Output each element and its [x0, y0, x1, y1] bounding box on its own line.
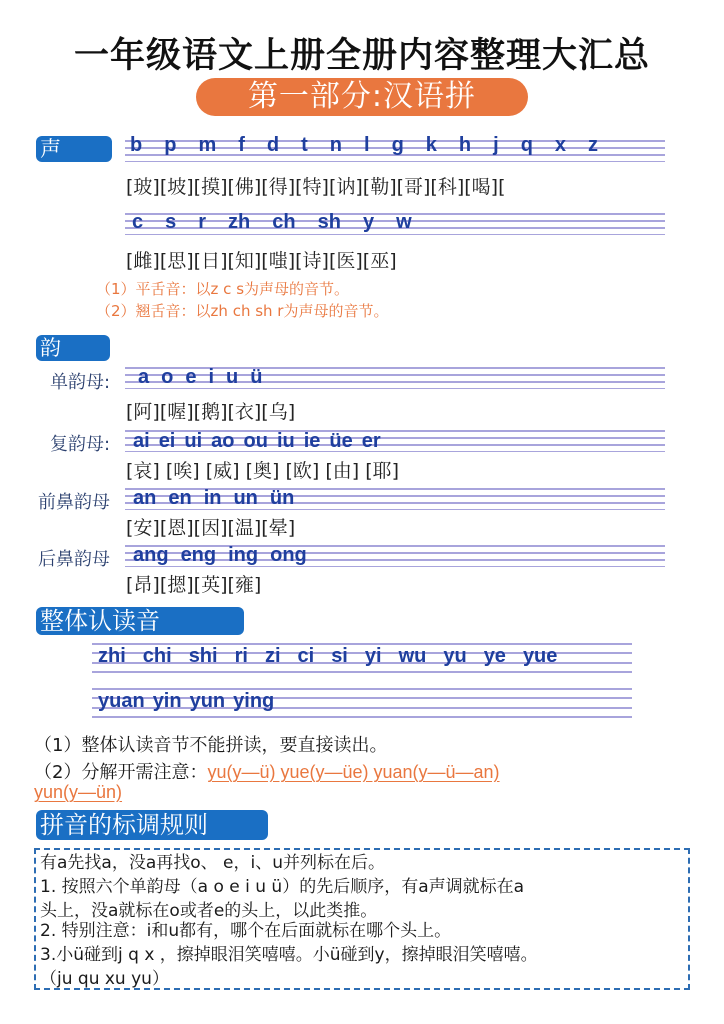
tone-rule-line: 3.小ü碰到j q x ，擦掉眼泪笑嘻嘻。小ü碰到y，擦掉眼泪笑嘻嘻。 [40, 945, 538, 965]
shengmu-note-1: （1）平舌音：以z c s为声母的音节。 [96, 280, 350, 298]
pinyin-token: zi [264, 645, 281, 667]
pinyin-token: l [364, 134, 370, 156]
pinyin-token: ci [297, 645, 315, 667]
pinyin-token: yuan [98, 690, 145, 712]
yunmu-single-pinyin [138, 366, 262, 389]
pinyin-token: yue [522, 645, 558, 667]
pinyin-token: ing [228, 544, 259, 566]
pinyin-token: ch [272, 211, 296, 233]
pinyin-token: ong [270, 544, 307, 566]
shengmu-row1-chars: [玻][坡][摸][佛][得][特][讷][勒][哥][科][喝][ [126, 176, 506, 198]
yunmu-label-front-nasal: 前鼻韵母 [38, 492, 110, 513]
pinyin-token: g [391, 134, 404, 156]
pinyin-token: yun [189, 690, 226, 712]
pinyin-token: zh [228, 211, 251, 233]
pinyin-token: yu [443, 645, 467, 667]
zhengti-note-2-cont: yun(y—ün) [34, 782, 123, 802]
pinyin-token: an [133, 487, 157, 509]
pinyin-token: sh [317, 211, 341, 233]
pinyin-token: ri [234, 645, 248, 667]
yunmu-compound-chars: [哀] [唉] [威] [奥] [欧] [由] [耶] [126, 460, 400, 482]
pinyin-token: ün [269, 487, 295, 509]
pinyin-token: ie [303, 430, 321, 452]
tone-rule-line: 2. 特别注意：i和u都有，哪个在后面就标在哪个头上。 [40, 921, 452, 941]
pinyin-token: er [361, 430, 381, 452]
pinyin-token: z [588, 134, 599, 156]
pinyin-token: k [425, 134, 437, 156]
yunmu-front-nasal-chars: [安][恩][因][温][晕] [126, 517, 296, 539]
page-title: 一年级语文上册全册内容整理大汇总 [73, 36, 650, 76]
pinyin-token: t [301, 134, 308, 156]
zhengti-note-2 [34, 758, 500, 784]
pinyin-token: yi [364, 645, 382, 667]
zhengti-note-2-prefix: （2）分解开需注意： [34, 762, 208, 783]
zhengti-note-2-items: yu(y—ü) yue(y—üe) yuan(y—ü—an) [207, 762, 500, 782]
part-heading: 第一部分:汉语拼 [196, 78, 528, 116]
pinyin-token: eng [180, 544, 217, 566]
pinyin-token: b [130, 134, 143, 156]
pinyin-token: in [203, 487, 222, 509]
pinyin-token: ai [133, 430, 150, 452]
pinyin-token: ui [184, 430, 203, 452]
yunmu-compound-pinyin [133, 430, 381, 453]
pinyin-token: ao [211, 430, 235, 452]
yunmu-label-compound: 复韵母: [50, 434, 111, 455]
yunmu-back-nasal-pinyin [133, 544, 307, 567]
pinyin-token: e [185, 366, 197, 388]
section-tag-tone-rules: 拼音的标调规则 [36, 810, 268, 840]
zhengti-note-1: （1）整体认读音节不能拼读，要直接读出。 [34, 735, 388, 756]
pinyin-token: üe [329, 430, 353, 452]
tone-rule-line: 有a先找a，没a再找o、 e，i、u并列标在后。 [40, 853, 386, 873]
pinyin-token: un [233, 487, 258, 509]
tone-rule-line: 头上，没a就标在o或者e的头上，以此类推。 [40, 901, 378, 921]
pinyin-token: i [208, 366, 215, 388]
pinyin-token: c [132, 211, 144, 233]
zhengti-row2-pinyin [98, 690, 274, 713]
pinyin-token: ang [133, 544, 169, 566]
pinyin-token: y [362, 211, 375, 233]
pinyin-token: n [329, 134, 343, 156]
pinyin-token: w [396, 211, 412, 233]
yunmu-single-chars: [阿][喔][鹅][衣][乌] [126, 401, 296, 423]
pinyin-token: p [164, 134, 177, 156]
pinyin-token: si [331, 645, 348, 667]
tone-rule-line: 1. 按照六个单韵母（a o e i u ü）的先后顺序，有a声调就标在a [40, 877, 525, 897]
shengmu-row2-chars: [雌][思][日][知][嗤][诗][医][巫] [126, 250, 397, 272]
pinyin-token: iu [276, 430, 295, 452]
pinyin-token: j [493, 134, 499, 156]
shengmu-row1-pinyin [130, 134, 598, 157]
pinyin-token: en [168, 487, 192, 509]
pinyin-token: ou [243, 430, 268, 452]
pinyin-token: ü [250, 366, 263, 388]
pinyin-token: m [198, 134, 217, 156]
shengmu-row2-pinyin [132, 211, 412, 234]
pinyin-token: r [198, 211, 207, 233]
pinyin-token: d [266, 134, 280, 156]
pinyin-token: x [554, 134, 567, 156]
pinyin-token: yin [152, 690, 182, 712]
pinyin-token: u [226, 366, 239, 388]
pinyin-token: a [138, 366, 150, 388]
tone-rules-box [34, 848, 690, 990]
shengmu-note-2: （2）翘舌音：以zh ch sh r为声母的音节。 [96, 302, 389, 320]
yunmu-back-nasal-chars: [昂][摁][英][雍] [126, 574, 262, 596]
section-tag-yunmu: 韵 [36, 335, 110, 361]
section-tag-shengmu: 声 [36, 136, 112, 162]
pinyin-token: wu [398, 645, 427, 667]
yunmu-front-nasal-pinyin [133, 487, 294, 510]
pinyin-token: ye [483, 645, 506, 667]
pinyin-token: h [458, 134, 472, 156]
pinyin-token: ei [158, 430, 176, 452]
section-tag-zhengti: 整体认读音 [36, 607, 244, 635]
pinyin-token: s [165, 211, 177, 233]
yunmu-label-single: 单韵母: [50, 372, 111, 393]
pinyin-token: q [520, 134, 533, 156]
zhengti-row1-pinyin [98, 645, 557, 668]
pinyin-token: chi [142, 645, 172, 667]
pinyin-token: ying [233, 690, 275, 712]
pinyin-token: shi [188, 645, 218, 667]
tone-rule-line: （ju qu xu yu） [40, 969, 169, 989]
pinyin-token: f [238, 134, 245, 156]
pinyin-token: o [161, 366, 174, 388]
pinyin-token: zhi [98, 645, 126, 667]
yunmu-label-back-nasal: 后鼻韵母 [38, 549, 110, 570]
